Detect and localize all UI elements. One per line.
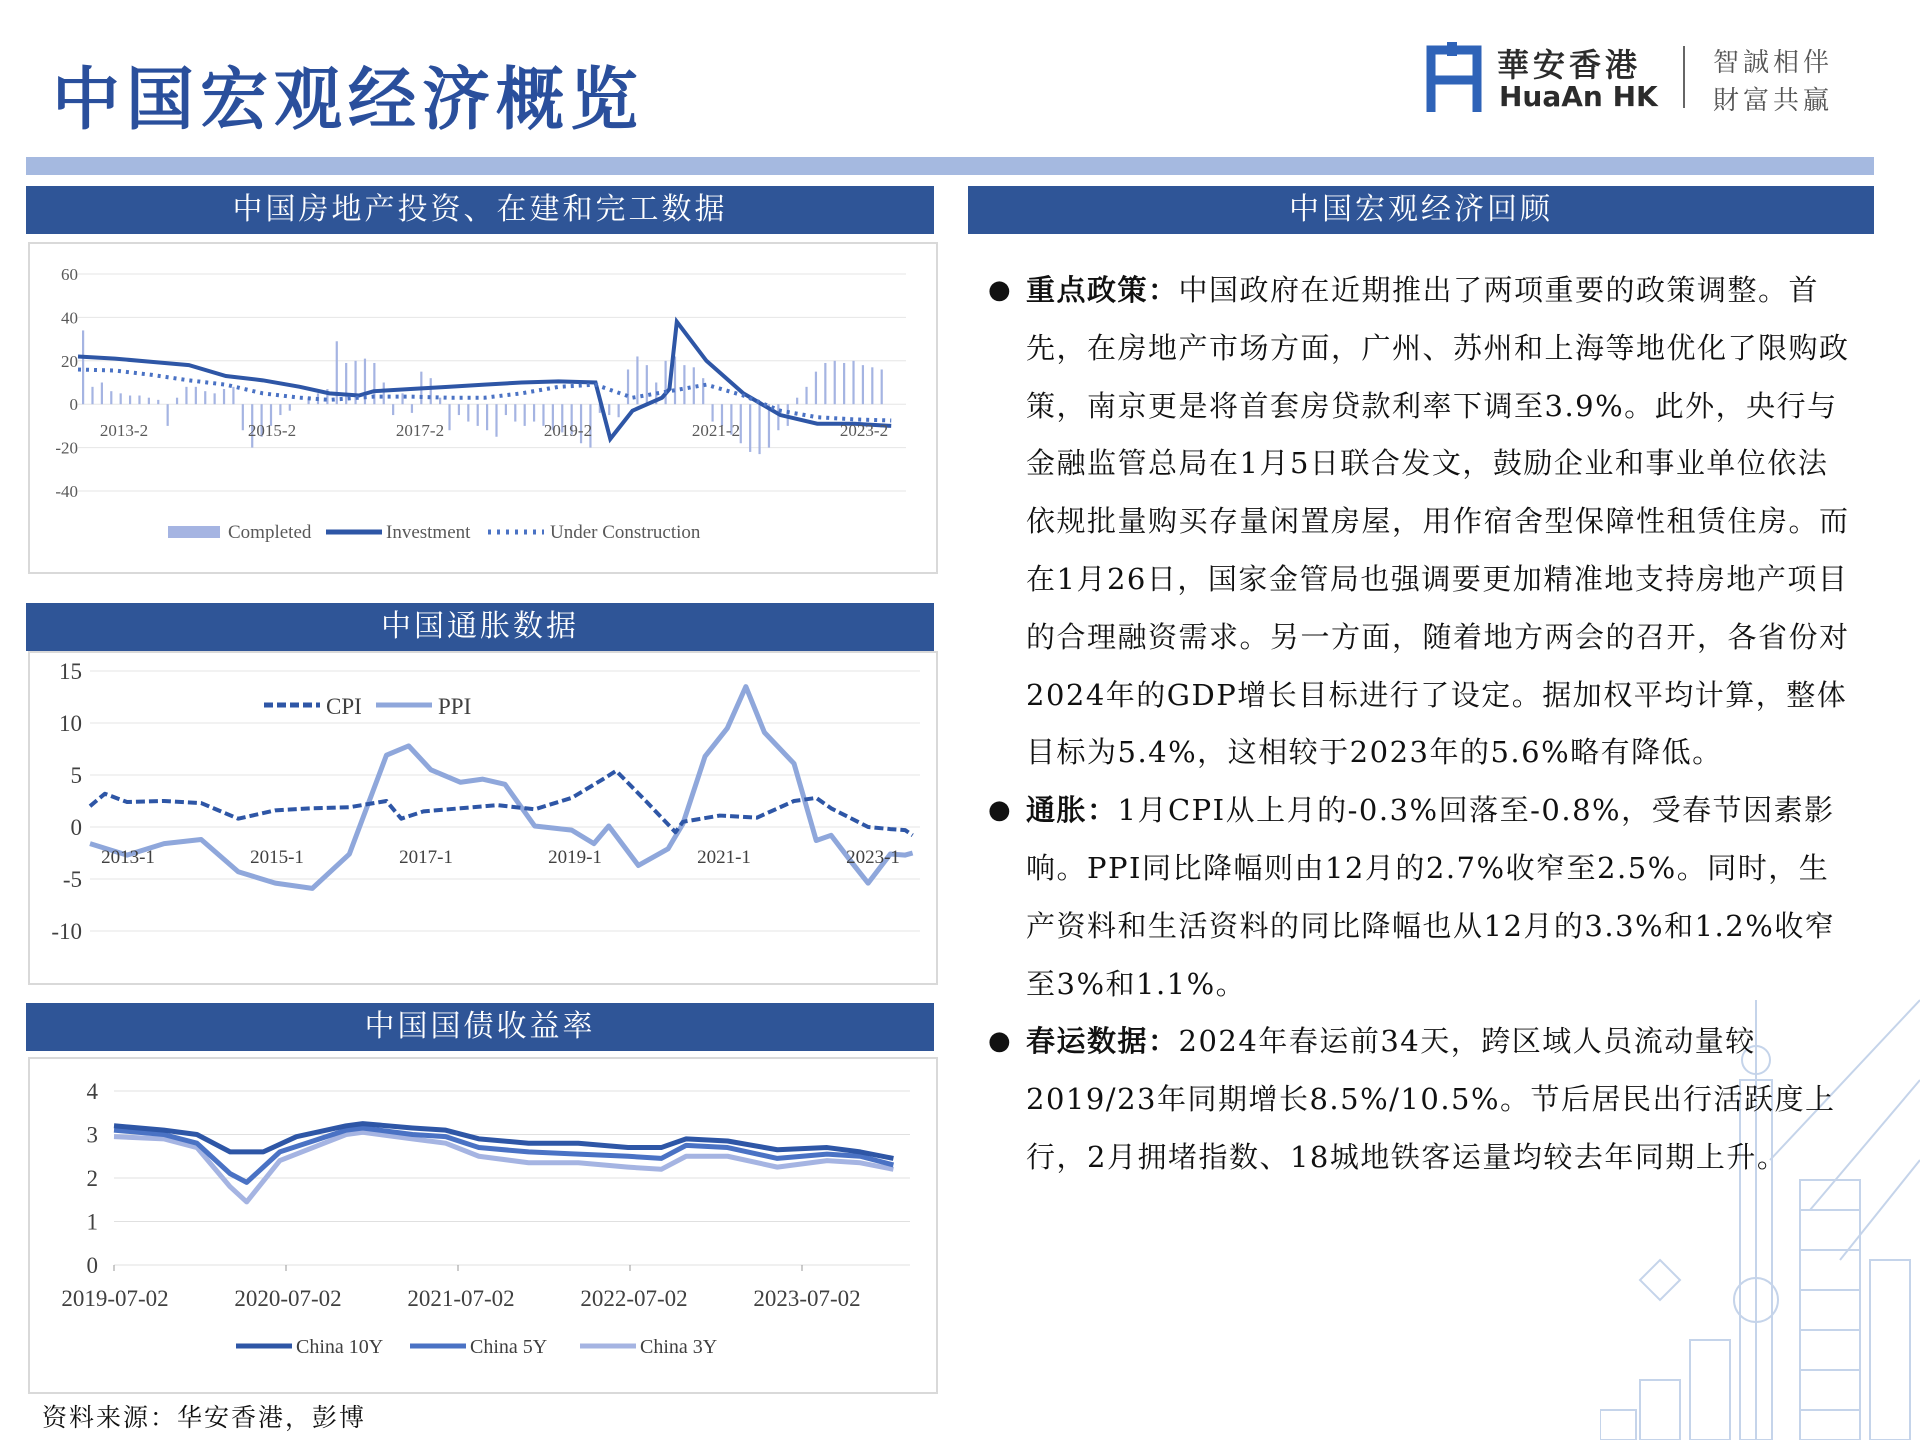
completed-bar [852,361,854,404]
completed-bar [627,369,629,404]
legend-ppi: PPI [438,694,472,719]
china-5y-line [114,1128,893,1182]
y-tick-label: 40 [61,308,78,328]
completed-bar [505,404,507,415]
page-title: 中国宏观经济概览 [52,60,645,140]
completed-bar [777,404,779,430]
travel-label: 春运数据： [1026,1024,1179,1059]
x-tick-label: 2023-1 [846,847,900,868]
completed-bar [486,404,488,430]
completed-bar [439,398,441,405]
completed-bar [383,383,385,405]
completed-bar [232,387,234,404]
x-tick-label: 2013-1 [101,847,155,868]
y-tick-label: 10 [59,711,82,736]
bullet-policy [988,262,1858,782]
y-tick-label: 0 [86,1253,98,1278]
completed-bar [514,404,516,421]
policy-label: 重点政策： [1026,273,1179,307]
completed-bar [392,404,394,415]
realestate-chart-panel [28,242,938,574]
completed-bar [871,367,873,404]
review-header: 中国宏观经济回顾 [968,186,1874,234]
completed-bar [758,404,760,454]
completed-bar [148,398,150,405]
y-tick-label: 3 [86,1122,98,1148]
completed-bar [223,389,225,404]
x-tick-label: 2013-2 [99,421,149,441]
inflation-header: 中国通胀数据 [26,603,934,651]
realestate-header: 中国房地产投资、在建和完工数据 [26,186,934,234]
completed-bar [458,404,460,415]
completed-bar [101,383,103,405]
logo-name-en: HuaAn HK [1499,80,1658,113]
logo-slogan-2: 財富共贏 [1713,86,1834,116]
completed-bar [120,393,122,404]
x-tick-label: 2017-1 [399,847,453,868]
completed-bar [834,361,836,404]
bullet-dot-icon: ● [988,1026,1013,1057]
bonds-chart-panel [28,1057,938,1394]
completed-bar [82,330,84,404]
review-body [988,262,1858,1187]
legend-investment: Investment [386,522,471,543]
logo-slogan-1: 智誠相伴 [1713,48,1834,78]
x-tick-label: 2015-1 [250,847,304,868]
completed-bar [524,404,526,426]
y-tick-label: 15 [59,659,82,684]
y-tick-label: 2 [86,1166,98,1191]
legend-label: China 5Y [470,1336,548,1358]
completed-bar [430,378,432,404]
y-tick-label: -5 [62,867,82,892]
y-tick-label: 5 [70,763,82,788]
cpi-line [90,771,913,835]
completed-bar [176,398,178,405]
completed-bar [289,404,291,411]
top-divider [26,157,1874,175]
inflation-text: 1月CPI从上月的-0.3%回落至-0.8%，受春节因素影响。PPI同比降幅则由12月的2.7%收窄至2.5%。同时，生产资料和生活资料的同比降幅也从12月的3.3%和1.2%收窄至3%和1.1%。 [1026,793,1836,1001]
completed-bar [711,404,713,421]
y-tick-label: 1 [86,1209,98,1235]
legend-label: China 10Y [296,1336,384,1358]
bullet-dot-icon: ● [988,795,1013,826]
company-logo [1425,40,1845,120]
completed-bar [477,404,479,426]
completed-bar [138,396,140,405]
completed-bar [110,391,112,404]
completed-bar [167,404,169,426]
legend-completed-swatch [168,526,220,538]
completed-bar [683,365,685,404]
completed-bar [533,404,535,421]
bullet-travel [988,1013,1858,1186]
completed-bar [881,369,883,404]
x-tick-label: 2019-2 [543,421,593,441]
completed-bar [665,361,667,404]
completed-bar [157,400,159,404]
bonds-header: 中国国债收益率 [26,1003,934,1051]
completed-bar [495,404,497,437]
x-tick-label: 2021-1 [697,847,751,868]
x-tick-label: 2017-2 [395,421,445,441]
completed-bar [242,404,244,430]
completed-bar [279,404,281,415]
bullet-inflation [988,782,1858,1013]
completed-bar [204,391,206,404]
bullet-dot-icon: ● [988,275,1013,305]
completed-bar [862,365,864,404]
completed-bar [411,404,413,413]
y-tick-label: -10 [51,919,82,944]
y-tick-label: -20 [55,438,78,458]
realestate-chart [30,244,936,572]
completed-bar [448,404,450,430]
x-tick-label: 2023-07-02 [753,1286,861,1311]
completed-bar [129,396,131,405]
completed-bar [824,363,826,404]
inflation-label: 通胀： [1026,793,1118,828]
completed-bar [636,356,638,404]
legend-cpi: CPI [326,694,362,719]
x-tick-label: 2021-2 [691,421,741,441]
x-tick-label: 2020-07-02 [234,1286,342,1311]
completed-bar [796,398,798,405]
x-tick-label: 2021-07-02 [407,1286,515,1311]
legend-completed: Completed [228,522,312,543]
y-tick-label: -40 [55,482,78,501]
inflation-chart-panel [28,651,938,985]
bonds-chart [30,1059,936,1392]
completed-bar [185,387,187,404]
completed-bar [91,387,93,404]
completed-bar [674,356,676,404]
x-tick-label: 2015-2 [247,421,297,441]
completed-bar [693,367,695,404]
y-tick-label: 0 [69,395,78,415]
completed-bar [214,393,216,404]
source-note: 资料来源：华安香港，彭博 [42,1403,367,1432]
y-tick-label: 20 [61,351,78,371]
completed-bar [805,387,807,404]
x-tick-label: 2019-1 [548,847,602,868]
completed-bar [345,363,347,404]
legend-label: China 3Y [640,1336,718,1358]
travel-text: 2024年春运前34天，跨区域人员流动量较2019/23年同期增长8.5%/10.5%。节后居民出行活跃度上行，2月拥堵指数、18城地铁客运量均较去年同期上升。 [1026,1024,1836,1174]
x-tick-label: 2022-07-02 [580,1286,688,1311]
logo-name-cn: 華安香港 [1497,46,1642,84]
completed-bar [843,363,845,404]
completed-bar [646,365,648,404]
inflation-chart [30,653,936,983]
y-tick-label: 4 [86,1079,98,1104]
legend-construction: Under Construction [550,522,701,543]
y-tick-label: 0 [70,815,82,840]
policy-text: 中国政府在近期推出了两项重要的政策调整。首先，在房地产市场方面，广州、苏州和上海等地优化了限购政策，南京更是将首套房贷款利率下调至3.9%。此外，央行与金融监管总局在1月5日联合发文，鼓励企业和事业单位依法依规批量购买存量闲置房屋，用作宿舍型保障性租赁住房。而在1月26日，国家金管局也强调要更加精准地支持房地产项目的合理融资需求。另一方面，随着地方两会的召开，各省份对2024年的GDP增长目标进行了设定。据加权平均计算，整体目标为5.4%，这相较于2023年的5.6%略有降低。 [1026,273,1850,770]
completed-bar [702,378,704,404]
china-10y-line [114,1124,893,1159]
y-tick-label: 60 [61,265,78,284]
logo-divider [1683,46,1685,108]
completed-bar [401,393,403,404]
completed-bar [467,404,469,421]
completed-bar [195,387,197,404]
ppi-line [90,687,913,889]
completed-bar [749,404,751,452]
completed-bar [608,404,610,415]
x-tick-label: 2023-2 [839,421,889,441]
x-tick-label: 2019-07-02 [61,1286,169,1311]
completed-bar [815,372,817,405]
completed-bar [618,404,620,417]
